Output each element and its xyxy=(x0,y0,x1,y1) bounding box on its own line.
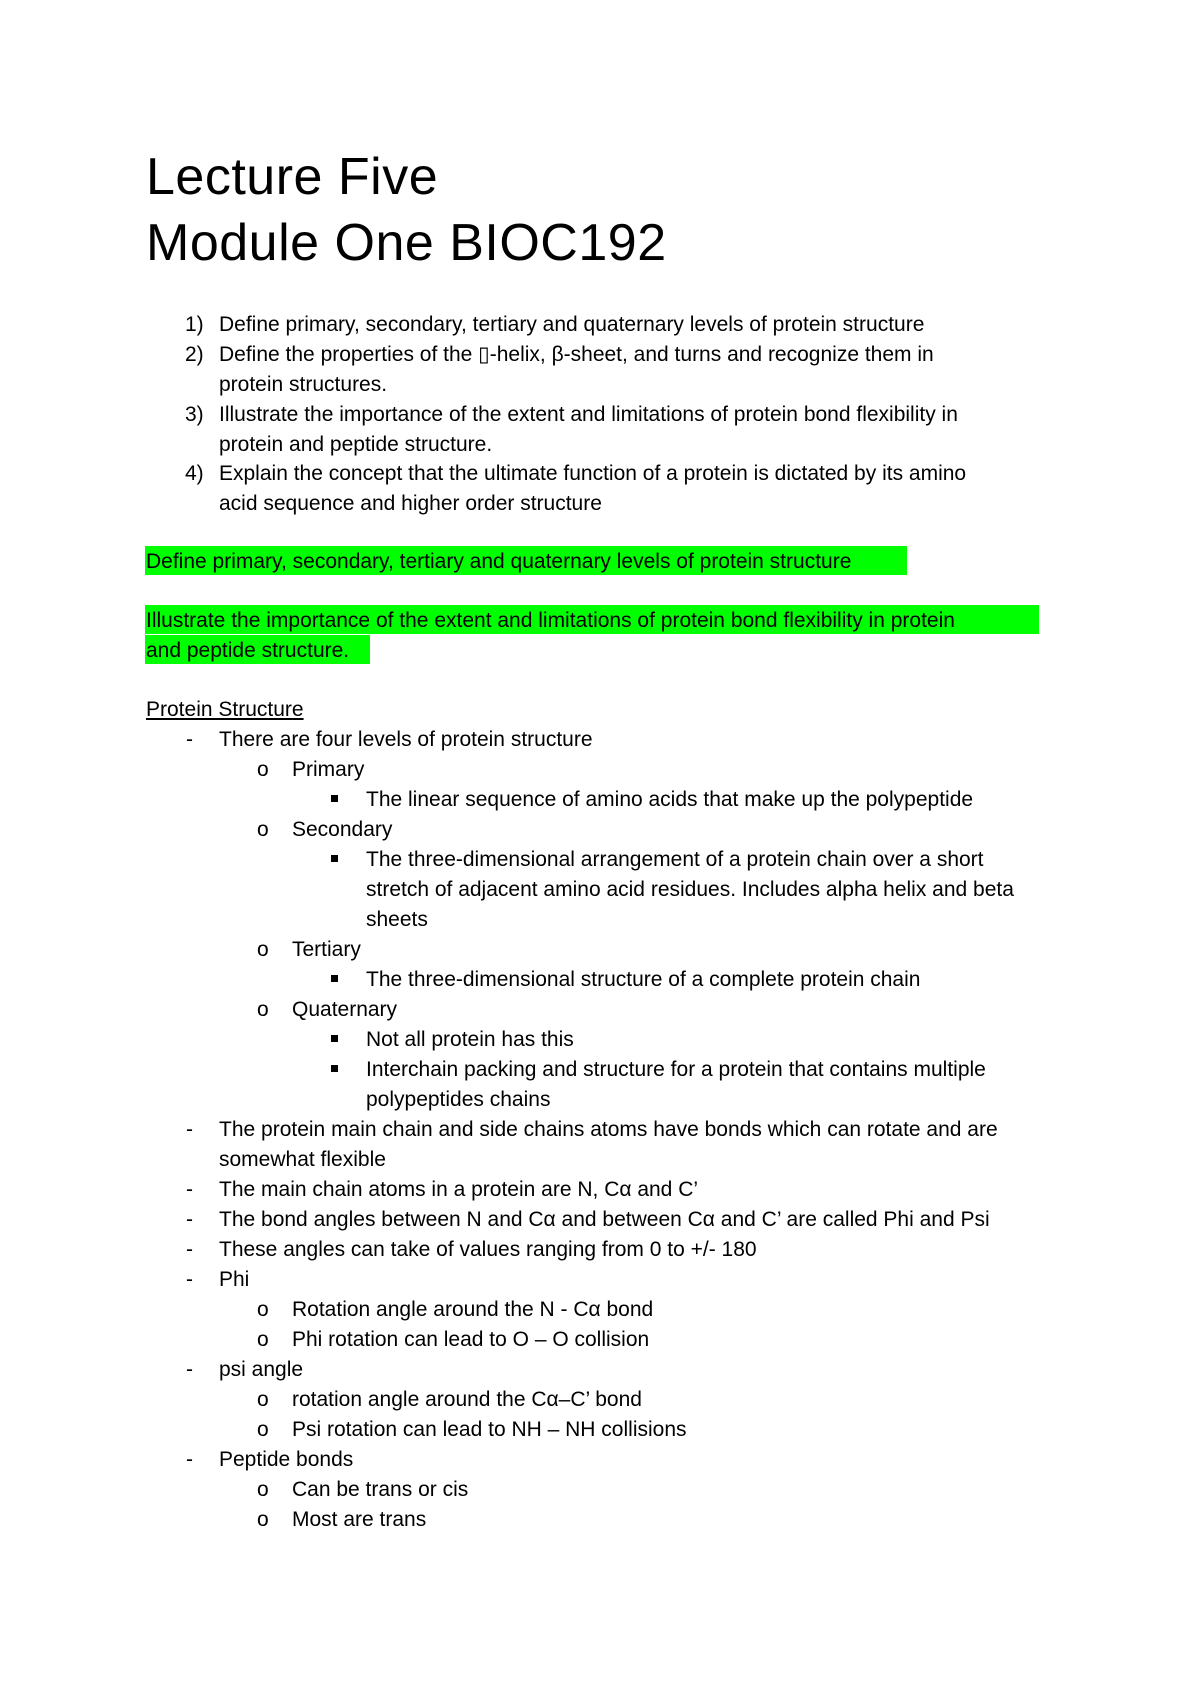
outline-item-text: Quaternary xyxy=(292,998,398,1021)
square-bullet-icon xyxy=(331,795,338,802)
circle-bullet-icon: o xyxy=(257,998,269,1021)
outline-item-text: psi angle xyxy=(219,1358,304,1381)
objective-text: Illustrate the importance of the extent and limitations of protein bond flexibility in xyxy=(219,403,958,426)
circle-bullet-icon: o xyxy=(257,818,269,841)
circle-bullet-icon: o xyxy=(257,1478,269,1501)
outline-item-text: The bond angles between N and Cα and between Cα and C’ are called Phi and Psi xyxy=(219,1208,990,1231)
outline-item-text: Rotation angle around the N - Cα bond xyxy=(292,1298,654,1321)
dash-bullet-icon: - xyxy=(186,1178,193,1201)
square-bullet-icon xyxy=(331,975,338,982)
dash-bullet-icon: - xyxy=(186,1118,193,1141)
outline-item-text: Not all protein has this xyxy=(366,1028,574,1051)
circle-bullet-icon: o xyxy=(257,1388,269,1411)
dash-bullet-icon: - xyxy=(186,1358,193,1381)
section-heading-protein-structure: Protein Structure xyxy=(146,698,304,721)
objective-number: 1) xyxy=(185,313,204,336)
outline-item-text: The three-dimensional arrangement of a protein chain over a short xyxy=(366,848,984,871)
dash-bullet-icon: - xyxy=(186,1268,193,1291)
objective-text: protein structures. xyxy=(219,373,388,396)
outline-item-text: The protein main chain and side chains atoms have bonds which can rotate and are xyxy=(219,1118,998,1141)
outline-item-text: The main chain atoms in a protein are N, Cα and C’ xyxy=(219,1178,699,1201)
outline-item-text: The linear sequence of amino acids that make up the polypeptide xyxy=(366,788,974,811)
outline-item-text: Can be trans or cis xyxy=(292,1478,469,1501)
outline-item-text: Secondary xyxy=(292,818,393,841)
circle-bullet-icon: o xyxy=(257,758,269,781)
circle-bullet-icon: o xyxy=(257,938,269,961)
outline-item-text: Psi rotation can lead to NH – NH collisions xyxy=(292,1418,687,1441)
outline-item-text: The three-dimensional structure of a complete protein chain xyxy=(366,968,921,991)
objective-text: acid sequence and higher order structure xyxy=(219,492,602,515)
dash-bullet-icon: - xyxy=(186,1238,193,1261)
square-bullet-icon xyxy=(331,1035,338,1042)
dash-bullet-icon: - xyxy=(186,1208,193,1231)
highlighted-objective-text: and peptide structure. xyxy=(146,639,350,662)
square-bullet-icon xyxy=(331,1065,338,1072)
square-bullet-icon xyxy=(331,855,338,862)
objective-text: Define the properties of the ▯-helix, β-sheet, and turns and recognize them in xyxy=(219,343,934,366)
outline-item-text: Peptide bonds xyxy=(219,1448,354,1471)
outline-item-text: stretch of adjacent amino acid residues. Includes alpha helix and beta xyxy=(366,878,1014,901)
outline-item-text: Most are trans xyxy=(292,1508,427,1531)
outline-item-text: These angles can take of values ranging from 0 to +/- 180 xyxy=(219,1238,757,1261)
outline-item-text: sheets xyxy=(366,908,428,931)
outline-item-text: somewhat flexible xyxy=(219,1148,386,1171)
objective-number: 2) xyxy=(185,343,204,366)
objective-number: 4) xyxy=(185,462,204,485)
outline-item-text: Phi rotation can lead to O – O collision xyxy=(292,1328,650,1351)
lecture-title: Lecture Five xyxy=(146,148,439,206)
objective-text: Explain the concept that the ultimate function of a protein is dictated by its amino xyxy=(219,462,967,485)
circle-bullet-icon: o xyxy=(257,1418,269,1441)
objective-text: protein and peptide structure. xyxy=(219,433,493,456)
outline-item-text: rotation angle around the Cα–C’ bond xyxy=(292,1388,642,1411)
module-title: Module One BIOC192 xyxy=(146,214,667,272)
circle-bullet-icon: o xyxy=(257,1298,269,1321)
outline-item-text: polypeptides chains xyxy=(366,1088,551,1111)
outline-item-text: There are four levels of protein structure xyxy=(219,728,593,751)
circle-bullet-icon: o xyxy=(257,1508,269,1531)
circle-bullet-icon: o xyxy=(257,1328,269,1351)
outline-item-text: Interchain packing and structure for a protein that contains multiple xyxy=(366,1058,986,1081)
highlighted-objective-text: Illustrate the importance of the extent and limitations of protein bond flexibility in protein xyxy=(146,609,955,632)
highlighted-objective-text: Define primary, secondary, tertiary and quaternary levels of protein structure xyxy=(146,550,852,573)
outline-item-text: Tertiary xyxy=(292,938,361,961)
objective-number: 3) xyxy=(185,403,204,426)
outline-item-text: Primary xyxy=(292,758,365,781)
dash-bullet-icon: - xyxy=(186,728,193,751)
objective-text: Define primary, secondary, tertiary and quaternary levels of protein structure xyxy=(219,313,925,336)
dash-bullet-icon: - xyxy=(186,1448,193,1471)
outline-item-text: Phi xyxy=(219,1268,250,1291)
